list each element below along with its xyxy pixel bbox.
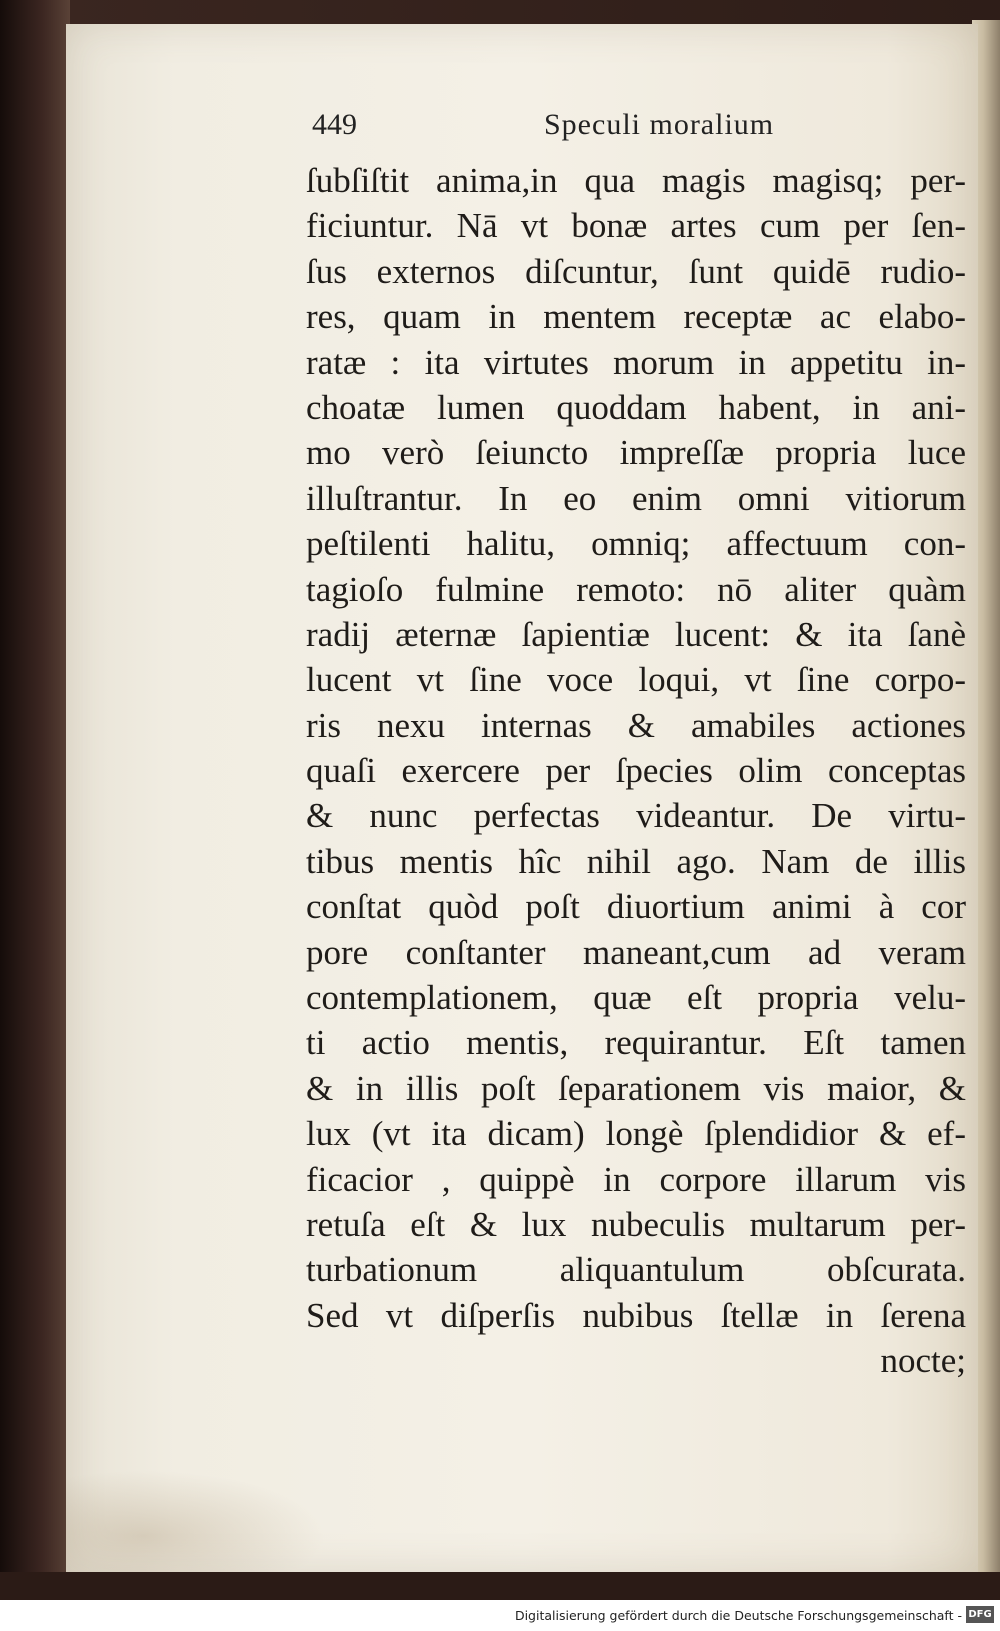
scan-bottom-edge: [0, 1572, 1000, 1600]
text-line: ris nexu internas & amabiles actiones: [306, 705, 966, 745]
text-line: contemplationem, quæ eſt propria velu-: [306, 978, 966, 1018]
text-line: ficiuntur. Nā vt bonæ artes cum per ſen-: [306, 206, 966, 246]
funding-credit: Digitalisierung gefördert durch die Deutsche Forschungsgemeinschaft -: [514, 1608, 962, 1623]
text-line: ſubſiſtit anima,in qua magis magisq; per-: [306, 161, 966, 200]
text-line: quaſi exercere per ſpecies olim conceptas: [306, 751, 966, 791]
text-line: retuſa eſt & lux nubeculis multarum per-: [306, 1204, 966, 1244]
text-line: lux (vt ita dicam) longè ſplendidior & ef-: [306, 1114, 966, 1154]
page-header: [312, 108, 932, 152]
catchword: nocte;: [880, 1341, 966, 1381]
text-line: peſtilenti halitu, omniq; affectuum con-: [306, 524, 966, 564]
text-line: Sed vt diſperſis nubibus ſtellæ in ſerena: [306, 1295, 966, 1335]
text-line: turbationum aliquantulum obſcurata.: [306, 1250, 966, 1290]
text-line: ratæ : ita virtutes morum in appetitu in-: [306, 342, 966, 382]
text-line: & in illis poſt ſeparationem vis maior, &: [306, 1068, 966, 1108]
running-title: Speculi moralium: [544, 108, 775, 141]
text-line: pore conſtanter maneant,cum ad veram: [306, 932, 966, 972]
text-line: tagioſo fulmine remoto: nō aliter quàm: [306, 569, 966, 609]
text-line: tibus mentis hîc nihil ago. Nam de illis: [306, 841, 966, 881]
text-line: mo verò ſeiuncto impreſſæ propria luce: [306, 433, 966, 473]
text-line: choatæ lumen quoddam habent, in ani-: [306, 387, 966, 427]
digitization-footer: [0, 1600, 1000, 1631]
page-number: 449: [312, 108, 357, 141]
body-text: [306, 158, 966, 1384]
text-line: conſtat quòd poſt diuortium animi à cor: [306, 887, 966, 927]
text-line: res, quam in mentem receptæ ac elabo-: [306, 297, 966, 337]
page-wear-stain: [66, 1470, 326, 1580]
text-line: radij æternæ ſapientiæ lucent: & ita ſanè: [306, 614, 966, 654]
text-line: ficacior , quippè in corpore illarum vis: [306, 1159, 966, 1199]
text-line: illuſtrantur. In eo enim omni vitiorum: [306, 478, 966, 518]
dfg-logo: DFG: [966, 1606, 994, 1623]
text-line: lucent vt ſine voce loqui, vt ſine corpo-: [306, 660, 966, 700]
text-line: ſus externos diſcuntur, ſunt quidē rudio-: [306, 251, 966, 291]
text-line: ti actio mentis, requirantur. Eſt tamen: [306, 1023, 966, 1063]
book-spine-shadow: [0, 0, 70, 1600]
text-line: & nunc perfectas videantur. De virtu-: [306, 796, 966, 836]
